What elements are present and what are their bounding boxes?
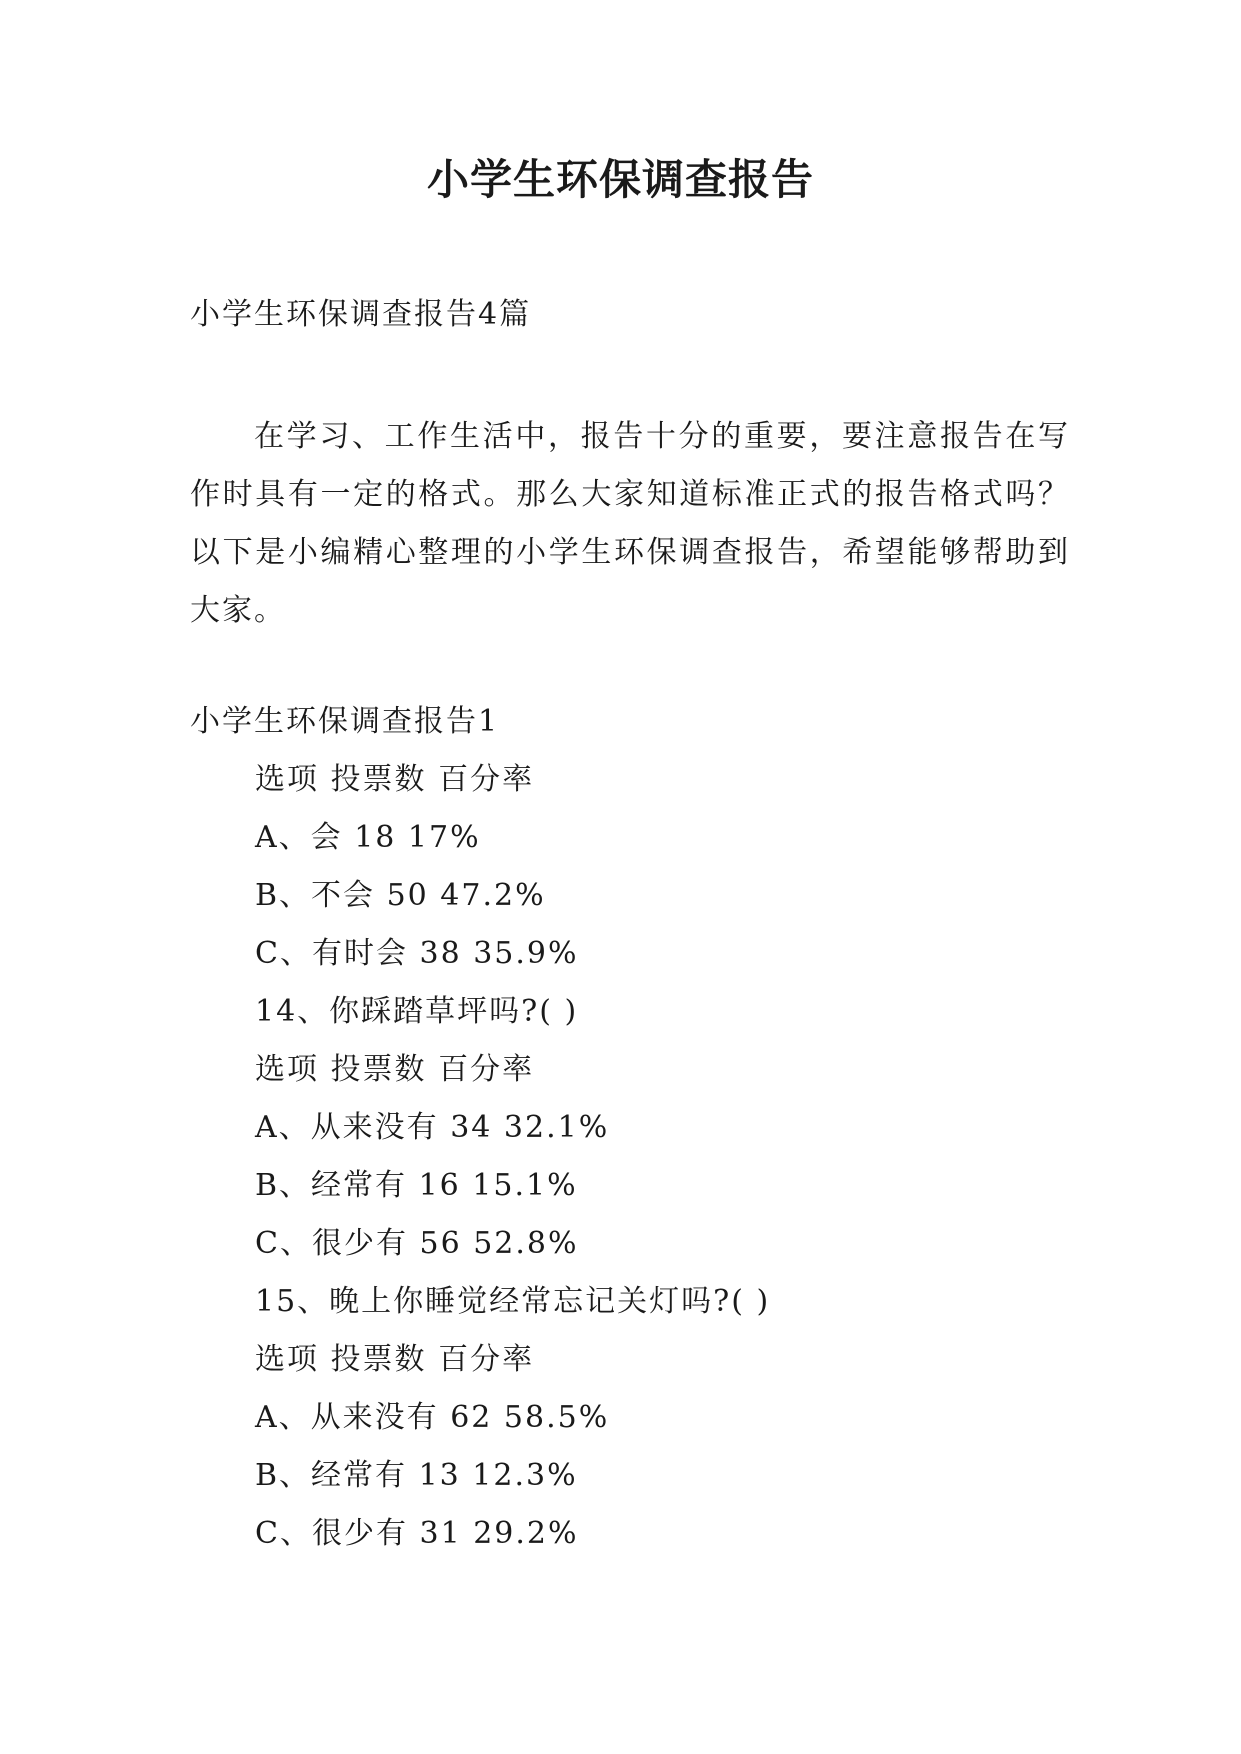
document-subtitle: 小学生环保调查报告4篇 bbox=[190, 297, 532, 332]
survey-line: 选项 投票数 百分率 bbox=[255, 762, 535, 797]
survey-line: B、经常有 13 12.3% bbox=[255, 1458, 578, 1493]
survey-line: C、很少有 56 52.8% bbox=[255, 1226, 579, 1261]
intro-paragraph: 在学习、工作生活中，报告十分的重要，要注意报告在写作时具有一定的格式。那么大家知道标准正式的报告格式吗？以下是小编精心整理的小学生环保调查报告，希望能够帮助到大家。 bbox=[190, 419, 1070, 628]
survey-line: A、从来没有 34 32.1% bbox=[255, 1110, 610, 1145]
survey-line: C、很少有 31 29.2% bbox=[255, 1516, 579, 1551]
survey-line: B、经常有 16 15.1% bbox=[255, 1168, 578, 1203]
survey-line: B、不会 50 47.2% bbox=[255, 878, 546, 913]
section-heading: 小学生环保调查报告1 bbox=[190, 704, 500, 739]
survey-question: 15、晚上你睡觉经常忘记关灯吗?( ) bbox=[255, 1284, 771, 1319]
survey-line: 选项 投票数 百分率 bbox=[255, 1342, 535, 1377]
survey-line: C、有时会 38 35.9% bbox=[255, 936, 579, 971]
survey-line: A、会 18 17% bbox=[255, 820, 481, 855]
survey-question: 14、你踩踏草坪吗?( ) bbox=[255, 994, 579, 1029]
survey-line: 选项 投票数 百分率 bbox=[255, 1052, 535, 1087]
document-title: 小学生环保调查报告 bbox=[426, 155, 814, 204]
survey-line: A、从来没有 62 58.5% bbox=[255, 1400, 610, 1435]
